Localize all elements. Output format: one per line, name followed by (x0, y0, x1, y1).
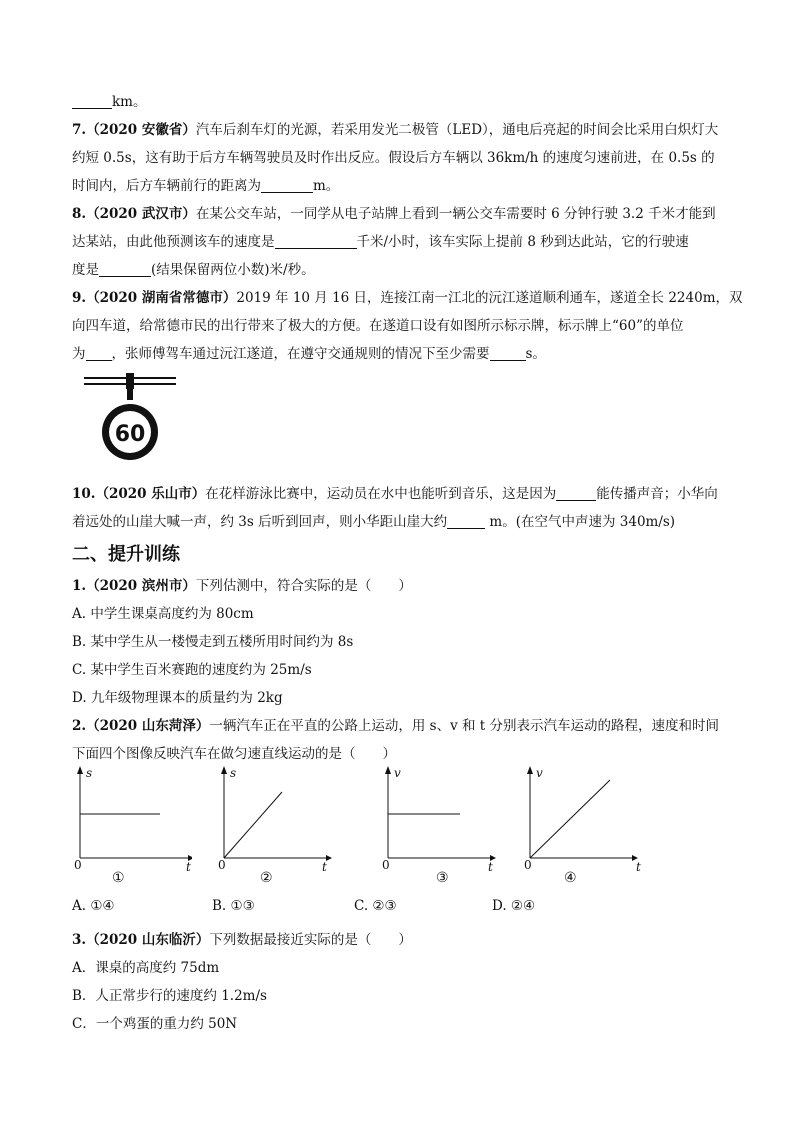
s2-options (72, 898, 722, 922)
question-7: 7.（2020 安徽省）汽车后刹车灯的光源，若采用发光二极管（LED），通电后亮起的时间会比采用白炽灯大 (72, 122, 719, 138)
answer-blank[interactable] (86, 344, 112, 361)
x-label: t (322, 860, 327, 874)
question-9: 9.（2020 湖南省常德市）2019 年 10 月 16 日，连接江南一江北的沅江遂道顺利通车，遂道全长 2240m，双 (72, 290, 743, 306)
option-b: B. 某中学生从一楼慢走到五楼所用时间约为 8s (72, 634, 354, 650)
graph-mark: ① (112, 870, 125, 886)
sign-post (127, 388, 133, 400)
line-q6-tail: km。 (72, 88, 722, 116)
option-b: B. ①③ (212, 898, 255, 914)
graph-4 (522, 766, 642, 894)
s-question-3: 3.（2020 山东临沂）下列数据最接近实际的是（ ） (72, 932, 412, 948)
option-d: D. ②④ (492, 898, 536, 914)
graph-line (224, 792, 282, 858)
s-question-3-block (72, 926, 722, 1038)
graph-2 (216, 766, 336, 894)
graph-line (530, 780, 610, 858)
option-a: A. ①④ (72, 898, 115, 914)
speed-limit-sign-figure (80, 370, 180, 465)
option-c: C. ②③ (354, 898, 397, 914)
answer-blank[interactable] (275, 232, 357, 249)
answer-blank[interactable] (490, 344, 526, 361)
document-body: km。 7.（2020 安徽省）汽车后刹车灯的光源，若采用发光二极管（LED），通电后亮起的时间会比采用白炽灯大 约短 0.5s，这有助于后方车辆驾驶员及时作出反应。假设后方车辆以 36km/h 的速度匀速前进，在 0.5s 的 时间内，后方车辆前行的距离为 m。 8.（2020 武汉市）在某公交车站，一同学从电子站牌上看到一辆公交车需要时 6 分钟行驶 3.2 千米才能到 达某站，由此他预测该车的速度是 千米/小时，该车实际上提前 8 秒到达此站，它的行驶速 度是 (结果保留两位小数)米/秒。 9.（2020 湖南省常德市）2019 年 10 月 16 日，连接江南一江北的沅江遂道顺利通车，遂道全长 2240m，双 向四车道，给常德市民的出行带来了极大的方便。在遂道口设有如图所示标示牌，标示牌上“60”的单位 为 ，张师傅驾车通过沅江遂道，在遵守交通规则的情况下至少需要 s。 10.（2020 乐山市）在花样游泳比赛中，运动员在水中也能听到音乐，这是因为 能传播声音；小华向 着远处的山崖大喊一声，约 3s 后听到回声，则小华距山崖大约 m。(在空气中声速为 340m/s) 二、提升训练 1.（2020 滨州市）下列估测中，符合实际的是（ ） A. 中学生课桌高度约为 80cm B. 某中学生从一楼慢走到五楼所用时间约为 8s C. 某中学生百米赛跑的速度约为 25m/s D. 九年级物理课本的质量约为 2kg 2.（2020 山东菏泽）一辆汽车正在平直的公路上运动，用 s、v 和 t 分别表示汽车运动的路程，速度和时间 下面四个图像反映汽车在做匀速直线运动的是（ ） (72, 88, 722, 768)
sign-number: 60 (114, 422, 146, 447)
graph-mark: ② (260, 870, 273, 886)
question-8: 8.（2020 武汉市）在某公交车站，一同学从电子站牌上看到一辆公交车需要时 6 分钟行驶 3.2 千米才能到 (72, 206, 716, 222)
graph-mark: ④ (564, 870, 577, 886)
y-label: s (230, 766, 237, 780)
option-d: D. 九年级物理课本的质量约为 2kg (72, 690, 283, 706)
answer-blank[interactable] (99, 260, 151, 277)
section-title: 二、提升训练 (72, 544, 180, 565)
origin-label: 0 (382, 858, 390, 872)
y-label: s (86, 766, 93, 780)
origin-label: 0 (524, 858, 532, 872)
option-a: A. 中学生课桌高度约为 80cm (72, 606, 254, 622)
question-10: 10.（2020 乐山市）在花样游泳比赛中，运动员在水中也能听到音乐，这是因为 能传播声音；小华向 (72, 486, 718, 502)
graph-mark: ③ (436, 870, 449, 886)
x-label: t (488, 860, 493, 874)
sign-clamp (126, 373, 134, 389)
x-label: t (636, 860, 641, 874)
answer-blank[interactable] (447, 512, 485, 529)
origin-label: 0 (74, 858, 82, 872)
s-question-1: 1.（2020 滨州市）下列估测中，符合实际的是（ ） (72, 578, 412, 594)
origin-label: 0 (218, 858, 226, 872)
y-label: v (394, 766, 401, 780)
option-a: A．课桌的高度约 75dm (72, 960, 220, 976)
answer-blank[interactable] (72, 92, 112, 109)
graph-1 (72, 766, 192, 894)
option-c: C．一个鸡蛋的重力约 50N (72, 1016, 238, 1032)
y-label: v (536, 766, 543, 780)
option-c: C. 某中学生百米赛跑的速度约为 25m/s (72, 662, 312, 678)
option-b: B．人正常步行的速度约 1.2m/s (72, 988, 267, 1004)
graph-3 (380, 766, 500, 894)
graph-row (72, 766, 652, 894)
answer-blank[interactable] (261, 176, 313, 193)
s-question-2: 2.（2020 山东菏泽）一辆汽车正在平直的公路上运动，用 s、v 和 t 分别表示汽车运动的路程，速度和时间 (72, 718, 720, 734)
answer-blank[interactable] (556, 484, 596, 501)
x-label: t (186, 860, 191, 874)
